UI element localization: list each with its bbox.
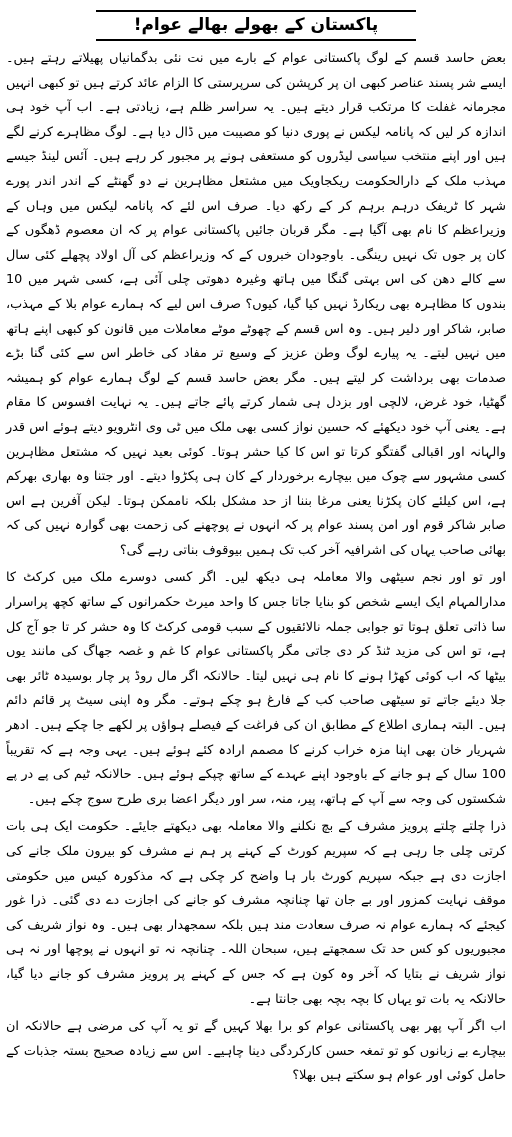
article-paragraph-3: ذرا چلتے چلتے پرویز مشرف کے بچ نکلنے والا معاملہ بھی دیکھتے جایئے۔ حکومت ایک ہی بات کرتی چلی جا رہی ہے کہ سپریم کورٹ کے کہنے پر ہم نے مشرف کو بیرون ملک جانے کی اجازت دی ہے جبکہ سپریم کورٹ بار ہا واضح کر چکی ہے کہ مذکورہ کیس میں حکومتی موقف نہایت کمزور اور بے جان تھا چنانچہ مشرف کو جانے کی اجازت دے دی گئی۔ ذرا غور کیجئے کہ ہمارے عوام نہ صرف سعادت مند ہیں بلکہ سمجھدار بھی ہیں۔ وہ نواز شریف کی مجبوریوں کو کس حد تک سمجھتے ہیں، سبحان اللہ۔ چنانچہ نہ تو انہوں نے پوچھا اور نہ ہی نواز شریف نے بتایا کہ آخر وہ کون ہے کہ جس کے کہنے پر پرویز مشرف کو جانے دیا گیا، حالانکہ یہ بات تو یہاں کا بچہ بچہ بھی جانتا ہے۔ xyxy=(6,819,506,1007)
article-body xyxy=(6,47,506,1089)
article-title: پاکستان کے بھولے بھالے عوام! xyxy=(96,10,417,41)
article-paragraph-1: بعض حاسد قسم کے لوگ پاکستانی عوام کے بارے میں نت نئی بدگمانیاں پھیلاتے رہتے ہیں۔ ایسے شر پسند عناصر کبھی ان پر کرپشن کی سرپرستی کا الزام عائد کرتے ہیں تو کبھی انہیں مجرمانہ غفلت کا مرتکب قرار دیتے ہیں۔ یہ سراسر ظلم ہے، زیادتی ہے۔ اب آپ خود ہی اندازہ کر لیں کہ پانامہ لیکس نے پوری دنیا کو مصیبت میں ڈال دیا ہے۔ لوگ مظاہرے کرنے لگے ہیں اور اپنے منتخب سیاسی لیڈروں کو مستعفی ہونے پر مجبور کر رہے ہیں۔ آئس لینڈ جیسے مہذب ملک کے دارالحکومت ریکجاویک میں مشتعل مظاہرین نے دو گھنٹے کے اندر اندر پورے شہر کا ٹریفک درہم برہم کر کے رکھ دیا۔ صرف اس لئے کہ پانامہ لیکس میں وہاں کے وزیراعظم کا نام بھی آگیا ہے۔ مگر قربان جائیں پاکستانی عوام پر کہ ان معصوم ڈھگوں کے کان پر جوں تک نہیں رینگی۔ باوجودان خبروں کے کہ وزیراعظم کی آل اولاد پچھلے کئی سال سے کالے دھن کی اس بہتی گنگا میں ہاتھ وغیرہ دھوتی چلی آئی ہے، کسی شہر میں 10 بندوں کا مظاہرہ بھی ریکارڈ نہیں کیا گیا، کیوں؟ صرف اس لیے کہ ہمارے عوام بلا کے مہذب، صابر، شاکر اور دلیر ہیں۔ وہ اس قسم کے چھوٹے موٹے معاملات میں قانون کو کبھی اپنے ہاتھ میں نہیں لیتے۔ یہ پیارے لوگ وطن عزیز کے وسیع تر مفاد کی خاطر اس سے کئی گنا بڑے صدمات بھی برداشت کر لیتے ہیں۔ مگر بعض حاسد قسم کے لوگ ہمارے عوام کو ہمیشہ گھٹیا، خود غرض، لالچی اور بزدل ہی شمار کرتے پائے جاتے ہیں۔ یہ نہایت افسوس کا مقام ہے۔ یعنی آپ خود دیکھئے کہ حسین نواز کسی بھی ملک میں ٹی وی انٹرویو دیتے ہوئے اس قدر والہانہ اور اقبالی گفتگو کرتا تو اس کا کیا حشر ہوتا۔ کوئی بعید نہیں کہ مشتعل مظاہرین کسی مشہور سے چوک میں بیچارے برخوردار کے کان ہی پکڑوا دیتے۔ اور جتنا وہ بھاری بھرکم ہے، اس کیلئے کان پکڑنا یعنی مرغا بننا از حد مشکل بلکہ ناممکن ہوتا۔ لیکن آفرین ہے اس صابر شاکر قوم اور امن پسند عوام پر کہ انہوں نے پوچھنے کی زحمت بھی گوارہ نہیں کی کہ بھائی صاحب یہاں کی اشرافیہ آخر کب تک ہمیں بیوقوف بناتی رہے گی؟ xyxy=(6,51,506,558)
article-paragraph-4: اب اگر آپ پھر بھی پاکستانی عوام کو برا بھلا کہیں گے تو یہ آپ کی مرضی ہے حالانکہ ان بیچارے بے زبانوں کو تو تمغہ حسن کارکردگی دینا چاہیے۔ اس سے زیادہ صحیح بستہ جذبات کے حامل کوئی اور عوام ہو سکتے ہیں بھلا؟ xyxy=(6,1019,506,1084)
article-paragraph-2: اور تو اور نجم سیٹھی والا معاملہ ہی دیکھ لیں۔ اگر کسی دوسرے ملک میں کرکٹ کا مدارالمہام ایک ایسے شخص کو بنایا جاتا جس کا واحد میرٹ حکمرانوں کے ساتھ کچھ پراسرار سا ذاتی تعلق ہوتا تو جوابی جملہ نالائقیوں کے سبب قومی کرکٹ کا وہ حشر کر تا جو آج کل ہے، تو اس کی مزید ٹنڈ کر دی جاتی مگر پاکستانی عوام کا غم و غصہ جھاگ کی مانند یوں بیٹھا کہ اب کوئی کھڑا ہونے کا نام ہی نہیں لیتا۔ حالانکہ اگر مال روڈ پر چار بوسیدہ ٹائر بھی جلا دیئے جاتے تو سیٹھی صاحب کب کے فارغ ہو چکے ہوتے۔ مگر وہ اپنی سیٹ پر قائم دائم ہیں۔ البتہ ہماری اطلاع کے مطابق ان کی فراغت کے فیصلے ہواؤں پر لکھے جا چکے ہیں۔ ادھر شہریار خان بھی اپنا مزہ خراب کرنے کا مصمم ارادہ کئے ہوئے ہیں۔ یہی وجہ ہے کہ تقریباً 100 سال کے ہو جانے کے باوجود اپنے عہدے کے ساتھ چپکے ہوئے ہیں۔ حالانکہ ٹیم کی پے در پے شکستوں کی وجہ سے آپ کے ہاتھ، پیر، منہ، سر اور دیگر اعضا بری طرح سوج چکے ہیں۔ xyxy=(6,570,506,807)
title-box xyxy=(6,10,506,41)
